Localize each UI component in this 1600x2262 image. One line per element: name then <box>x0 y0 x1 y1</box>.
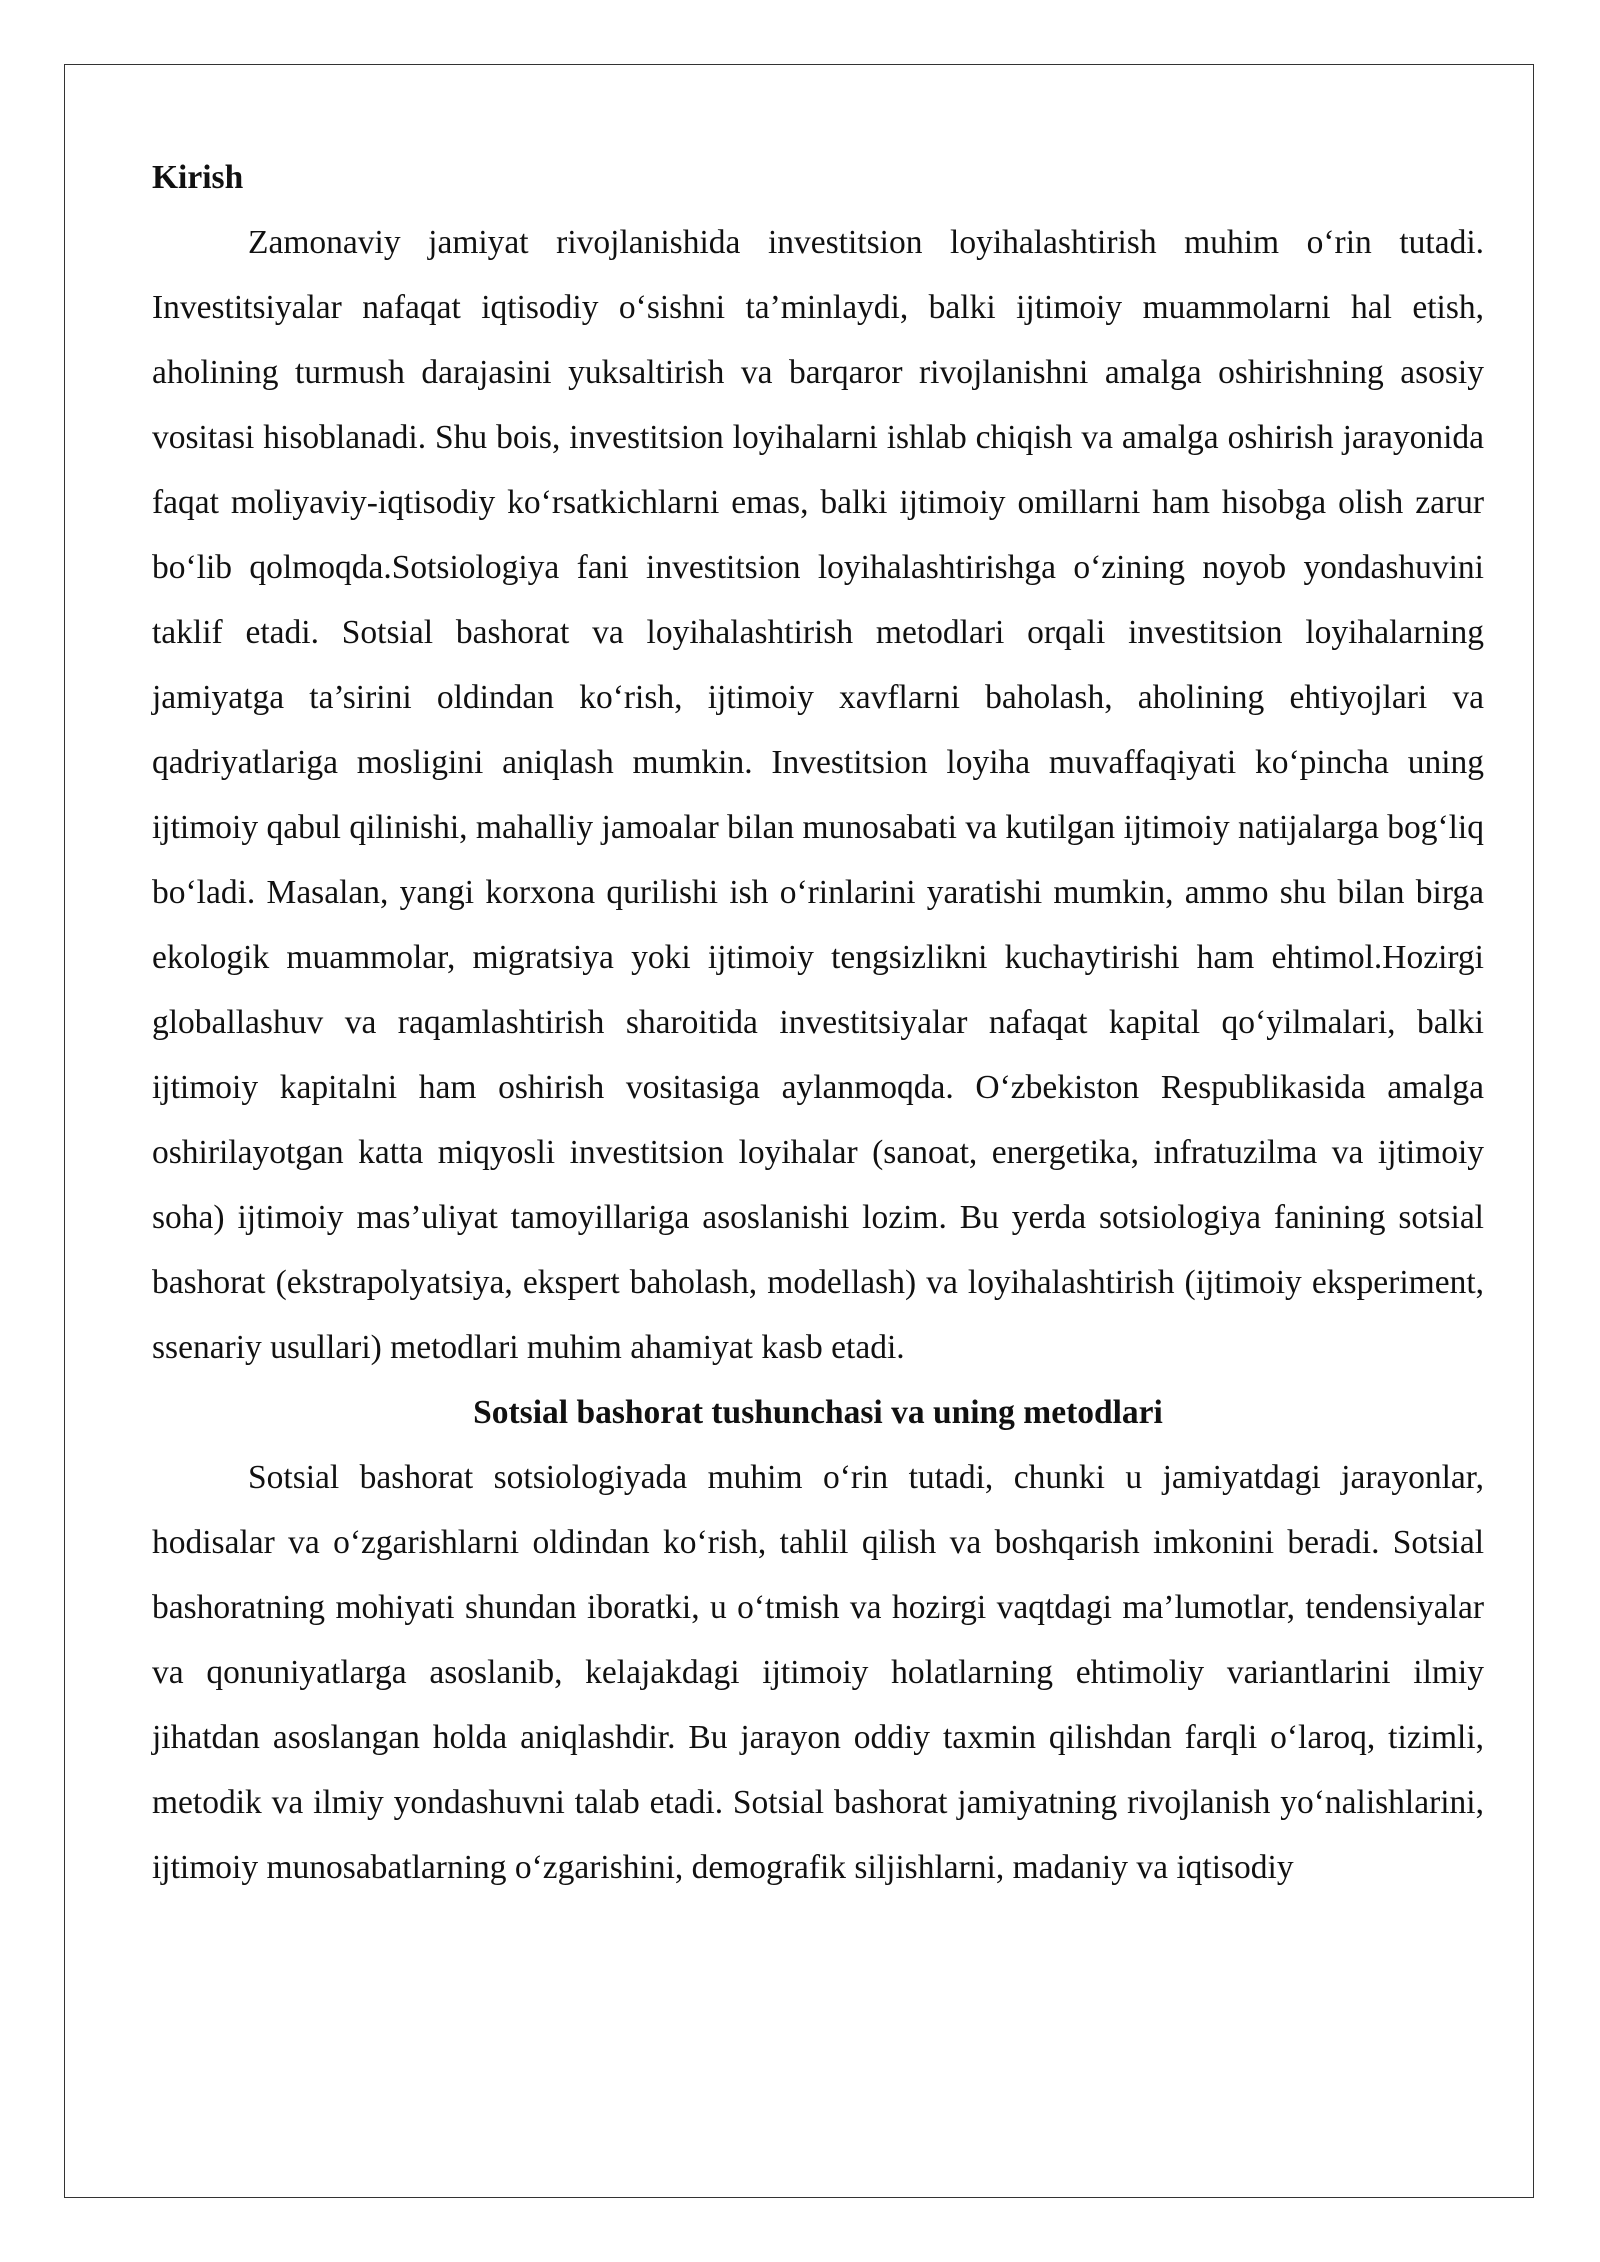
section-heading: Sotsial bashorat tushunchasi va uning metodlari <box>473 1394 1163 1431</box>
section-paragraph: Sotsial bashorat sotsiologiyada muhim o‘rin tutadi, chunki u jamiyatdagi jarayonlar, hodisalar va o‘zgarishlarni oldindan ko‘rish, tahlil qilish va boshqarish imkonini beradi. Sotsial bashoratning mohiyati shundan iboratki, u o‘tmish va hozirgi vaqtdagi ma’lumotlar, tendensiyalar va qonuniyatlarga asoslanib, kelajakdagi ijtimoiy holatlarning ehtimoliy variantlarini ilmiy jihatdan asoslangan holda aniqlashdir. Bu jarayon oddiy taxmin qilishdan farqli o‘laroq, tizimli, metodik va ilmiy yondashuvni talab etadi. Sotsial bashorat jamiyatning rivojlanish yo‘nalishlarini, ijtimoiy munosabatlarning o‘zgarishini, demografik siljishlarni, madaniy va iqtisodiy <box>152 1459 1484 1886</box>
document-body <box>152 145 1484 1900</box>
intro-paragraph: Zamonaviy jamiyat rivojlanishida investitsion loyihalashtirish muhim o‘rin tutadi. Investitsiyalar nafaqat iqtisodiy o‘sishni ta’minlaydi, balki ijtimoiy muammolarni hal etish, aholining turmush darajasini yuksaltirish va barqaror rivojlanishni amalga oshirishning asosiy vositasi hisoblanadi. Shu bois, investitsion loyihalarni ishlab chiqish va amalga oshirish jarayonida faqat moliyaviy-iqtisodiy ko‘rsatkichlarni emas, balki ijtimoiy omillarni ham hisobga olish zarur bo‘lib qolmoqda.Sotsiologiya fani investitsion loyihalashtirishga o‘zining noyob yondashuvini taklif etadi. Sotsial bashorat va loyihalashtirish metodlari orqali investitsion loyihalarning jamiyatga ta’sirini oldindan ko‘rish, ijtimoiy xavflarni baholash, aholining ehtiyojlari va qadriyatlariga mosligini aniqlash mumkin. Investitsion loyiha muvaffaqiyati ko‘pincha uning ijtimoiy qabul qilinishi, mahalliy jamoalar bilan munosabati va kutilgan ijtimoiy natijalarga bog‘liq bo‘ladi. Masalan, yangi korxona qurilishi ish o‘rinlarini yaratishi mumkin, ammo shu bilan birga ekologik muammolar, migratsiya yoki ijtimoiy tengsizlikni kuchaytirishi ham ehtimol.Hozirgi globallashuv va raqamlashtirish sharoitida investitsiyalar nafaqat kapital qo‘yilmalari, balki ijtimoiy kapitalni ham oshirish vositasiga aylanmoqda. O‘zbekiston Respublikasida amalga oshirilayotgan katta miqyosli investitsion loyihalar (sanoat, energetika, infratuzilma va ijtimoiy soha) ijtimoiy mas’uliyat tamoyillariga asoslanishi lozim. Bu yerda sotsiologiya fanining sotsial bashorat (ekstrapolyatsiya, ekspert baholash, modellash) va loyihalashtirish (ijtimoiy eksperiment, ssenariy usullari) metodlari muhim ahamiyat kasb etadi. <box>152 224 1484 1366</box>
intro-heading: Kirish <box>152 159 244 196</box>
